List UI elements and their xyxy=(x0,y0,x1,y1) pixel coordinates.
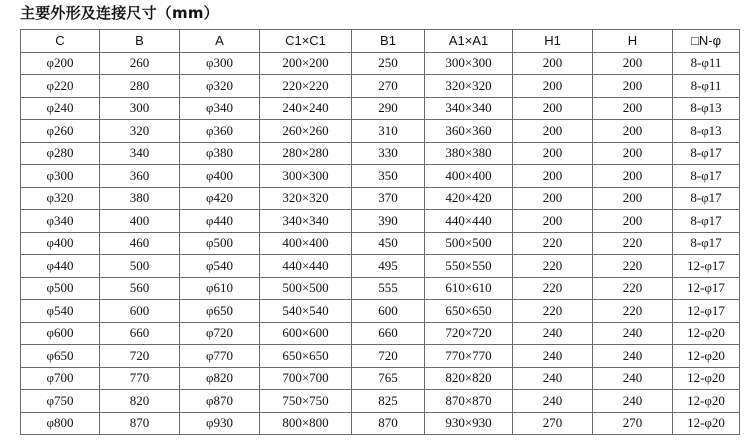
cell-a: φ540 xyxy=(180,255,260,278)
cell-a1xa1: 420×420 xyxy=(425,187,513,210)
cell-c: φ280 xyxy=(21,142,100,165)
cell-c1xc1: 800×800 xyxy=(260,412,352,435)
cell-b: 340 xyxy=(100,142,180,165)
cell-b1: 720 xyxy=(352,345,425,368)
cell-n-phi: 8-φ17 xyxy=(673,187,740,210)
cell-n-phi: 12-φ20 xyxy=(673,367,740,390)
cell-c1xc1: 260×260 xyxy=(260,120,352,143)
cell-c1xc1: 240×240 xyxy=(260,97,352,120)
page-title: 主要外形及连接尺寸（mm） xyxy=(20,4,219,22)
cell-n-phi: 12-φ17 xyxy=(673,277,740,300)
cell-b: 380 xyxy=(100,187,180,210)
cell-a: φ770 xyxy=(180,345,260,368)
cell-h1: 200 xyxy=(513,120,593,143)
cell-c1xc1: 200×200 xyxy=(260,52,352,75)
cell-a1xa1: 400×400 xyxy=(425,165,513,188)
cell-a: φ930 xyxy=(180,412,260,435)
cell-a1xa1: 340×340 xyxy=(425,97,513,120)
cell-a1xa1: 440×440 xyxy=(425,210,513,233)
cell-a1xa1: 320×320 xyxy=(425,75,513,98)
table-row xyxy=(21,412,740,435)
cell-h: 240 xyxy=(593,322,673,345)
cell-b1: 450 xyxy=(352,232,425,255)
cell-h: 200 xyxy=(593,187,673,210)
cell-b: 820 xyxy=(100,390,180,413)
cell-c1xc1: 220×220 xyxy=(260,75,352,98)
cell-h1: 270 xyxy=(513,412,593,435)
cell-a: φ610 xyxy=(180,277,260,300)
table-row xyxy=(21,75,740,98)
cell-h1: 200 xyxy=(513,52,593,75)
cell-h1: 200 xyxy=(513,165,593,188)
header-b1: B1 xyxy=(352,30,425,53)
cell-b: 460 xyxy=(100,232,180,255)
table-header-row xyxy=(21,30,740,53)
cell-a: φ650 xyxy=(180,300,260,323)
table-row xyxy=(21,255,740,278)
cell-h1: 200 xyxy=(513,210,593,233)
cell-a: φ420 xyxy=(180,187,260,210)
table-body xyxy=(21,52,740,435)
cell-n-phi: 12-φ17 xyxy=(673,300,740,323)
cell-b1: 870 xyxy=(352,412,425,435)
cell-a: φ380 xyxy=(180,142,260,165)
cell-b1: 310 xyxy=(352,120,425,143)
cell-c: φ600 xyxy=(21,322,100,345)
cell-b: 560 xyxy=(100,277,180,300)
cell-n-phi: 8-φ17 xyxy=(673,232,740,255)
cell-n-phi: 12-φ20 xyxy=(673,345,740,368)
cell-b: 600 xyxy=(100,300,180,323)
cell-n-phi: 12-φ20 xyxy=(673,390,740,413)
table-row xyxy=(21,187,740,210)
cell-c1xc1: 300×300 xyxy=(260,165,352,188)
cell-a1xa1: 500×500 xyxy=(425,232,513,255)
cell-n-phi: 12-φ17 xyxy=(673,255,740,278)
cell-c: φ200 xyxy=(21,52,100,75)
cell-c1xc1: 650×650 xyxy=(260,345,352,368)
cell-b: 280 xyxy=(100,75,180,98)
cell-a: φ340 xyxy=(180,97,260,120)
cell-n-phi: 8-φ13 xyxy=(673,120,740,143)
table-row xyxy=(21,120,740,143)
cell-b: 360 xyxy=(100,165,180,188)
cell-a1xa1: 360×360 xyxy=(425,120,513,143)
cell-a1xa1: 820×820 xyxy=(425,367,513,390)
cell-h1: 200 xyxy=(513,142,593,165)
header-h: H xyxy=(593,30,673,53)
table-row xyxy=(21,210,740,233)
cell-b: 320 xyxy=(100,120,180,143)
cell-c: φ340 xyxy=(21,210,100,233)
cell-b1: 350 xyxy=(352,165,425,188)
cell-n-phi: 8-φ13 xyxy=(673,97,740,120)
cell-c1xc1: 600×600 xyxy=(260,322,352,345)
cell-b1: 765 xyxy=(352,367,425,390)
cell-b: 500 xyxy=(100,255,180,278)
cell-c: φ320 xyxy=(21,187,100,210)
cell-b1: 495 xyxy=(352,255,425,278)
cell-c: φ260 xyxy=(21,120,100,143)
cell-n-phi: 8-φ17 xyxy=(673,142,740,165)
cell-h1: 240 xyxy=(513,390,593,413)
cell-n-phi: 8-φ17 xyxy=(673,165,740,188)
cell-a1xa1: 770×770 xyxy=(425,345,513,368)
cell-a: φ870 xyxy=(180,390,260,413)
cell-h: 200 xyxy=(593,165,673,188)
cell-h1: 220 xyxy=(513,255,593,278)
cell-c1xc1: 540×540 xyxy=(260,300,352,323)
cell-c: φ440 xyxy=(21,255,100,278)
cell-h1: 200 xyxy=(513,97,593,120)
header-c: C xyxy=(21,30,100,53)
cell-h1: 220 xyxy=(513,277,593,300)
cell-h: 220 xyxy=(593,255,673,278)
cell-h: 200 xyxy=(593,75,673,98)
cell-a1xa1: 300×300 xyxy=(425,52,513,75)
cell-c: φ220 xyxy=(21,75,100,98)
table-row xyxy=(21,345,740,368)
cell-c: φ650 xyxy=(21,345,100,368)
cell-b1: 270 xyxy=(352,75,425,98)
dimensions-table xyxy=(20,29,740,435)
cell-a: φ500 xyxy=(180,232,260,255)
cell-b: 770 xyxy=(100,367,180,390)
cell-h: 220 xyxy=(593,277,673,300)
cell-h: 200 xyxy=(593,52,673,75)
cell-c: φ700 xyxy=(21,367,100,390)
cell-c1xc1: 400×400 xyxy=(260,232,352,255)
cell-c1xc1: 280×280 xyxy=(260,142,352,165)
table-row xyxy=(21,390,740,413)
cell-c1xc1: 340×340 xyxy=(260,210,352,233)
cell-n-phi: 8-φ17 xyxy=(673,210,740,233)
cell-h: 220 xyxy=(593,232,673,255)
cell-a1xa1: 650×650 xyxy=(425,300,513,323)
header-b: B xyxy=(100,30,180,53)
cell-h: 240 xyxy=(593,345,673,368)
cell-n-phi: 12-φ20 xyxy=(673,322,740,345)
cell-h: 200 xyxy=(593,97,673,120)
table-row xyxy=(21,165,740,188)
cell-b1: 555 xyxy=(352,277,425,300)
cell-b1: 370 xyxy=(352,187,425,210)
cell-h1: 240 xyxy=(513,322,593,345)
cell-b1: 390 xyxy=(352,210,425,233)
cell-h1: 200 xyxy=(513,75,593,98)
table-row xyxy=(21,300,740,323)
cell-b: 660 xyxy=(100,322,180,345)
cell-h1: 240 xyxy=(513,367,593,390)
cell-c1xc1: 500×500 xyxy=(260,277,352,300)
cell-n-phi: 12-φ20 xyxy=(673,412,740,435)
cell-a1xa1: 930×930 xyxy=(425,412,513,435)
cell-c1xc1: 750×750 xyxy=(260,390,352,413)
cell-c1xc1: 440×440 xyxy=(260,255,352,278)
table-row xyxy=(21,367,740,390)
cell-h1: 200 xyxy=(513,187,593,210)
cell-h: 200 xyxy=(593,142,673,165)
cell-b: 300 xyxy=(100,97,180,120)
cell-c: φ400 xyxy=(21,232,100,255)
cell-c1xc1: 700×700 xyxy=(260,367,352,390)
table-row xyxy=(21,322,740,345)
header-a1xa1: A1×A1 xyxy=(425,30,513,53)
cell-h: 220 xyxy=(593,300,673,323)
cell-h: 200 xyxy=(593,120,673,143)
header-n-phi: □N-φ xyxy=(673,30,740,53)
cell-h: 200 xyxy=(593,210,673,233)
cell-h: 270 xyxy=(593,412,673,435)
cell-b: 870 xyxy=(100,412,180,435)
cell-c1xc1: 320×320 xyxy=(260,187,352,210)
cell-a: φ820 xyxy=(180,367,260,390)
cell-b1: 290 xyxy=(352,97,425,120)
cell-h1: 220 xyxy=(513,232,593,255)
cell-c: φ500 xyxy=(21,277,100,300)
cell-a1xa1: 610×610 xyxy=(425,277,513,300)
table-row xyxy=(21,52,740,75)
cell-b1: 825 xyxy=(352,390,425,413)
table-row xyxy=(21,97,740,120)
cell-h: 240 xyxy=(593,390,673,413)
table-row xyxy=(21,277,740,300)
cell-a: φ300 xyxy=(180,52,260,75)
cell-a1xa1: 870×870 xyxy=(425,390,513,413)
cell-a1xa1: 550×550 xyxy=(425,255,513,278)
cell-n-phi: 8-φ11 xyxy=(673,75,740,98)
cell-b1: 660 xyxy=(352,322,425,345)
header-h1: H1 xyxy=(513,30,593,53)
cell-b1: 330 xyxy=(352,142,425,165)
table-row xyxy=(21,142,740,165)
cell-b1: 600 xyxy=(352,300,425,323)
cell-h1: 240 xyxy=(513,345,593,368)
cell-c: φ750 xyxy=(21,390,100,413)
cell-h1: 220 xyxy=(513,300,593,323)
cell-c: φ540 xyxy=(21,300,100,323)
header-c1xc1: C1×C1 xyxy=(260,30,352,53)
cell-a1xa1: 720×720 xyxy=(425,322,513,345)
cell-b1: 250 xyxy=(352,52,425,75)
cell-a: φ320 xyxy=(180,75,260,98)
cell-a: φ440 xyxy=(180,210,260,233)
cell-c: φ800 xyxy=(21,412,100,435)
cell-b: 400 xyxy=(100,210,180,233)
cell-b: 720 xyxy=(100,345,180,368)
cell-a: φ720 xyxy=(180,322,260,345)
table-row xyxy=(21,232,740,255)
cell-c: φ300 xyxy=(21,165,100,188)
header-a: A xyxy=(180,30,260,53)
cell-n-phi: 8-φ11 xyxy=(673,52,740,75)
cell-h: 240 xyxy=(593,367,673,390)
cell-a: φ360 xyxy=(180,120,260,143)
cell-a: φ400 xyxy=(180,165,260,188)
cell-c: φ240 xyxy=(21,97,100,120)
cell-a1xa1: 380×380 xyxy=(425,142,513,165)
cell-b: 260 xyxy=(100,52,180,75)
